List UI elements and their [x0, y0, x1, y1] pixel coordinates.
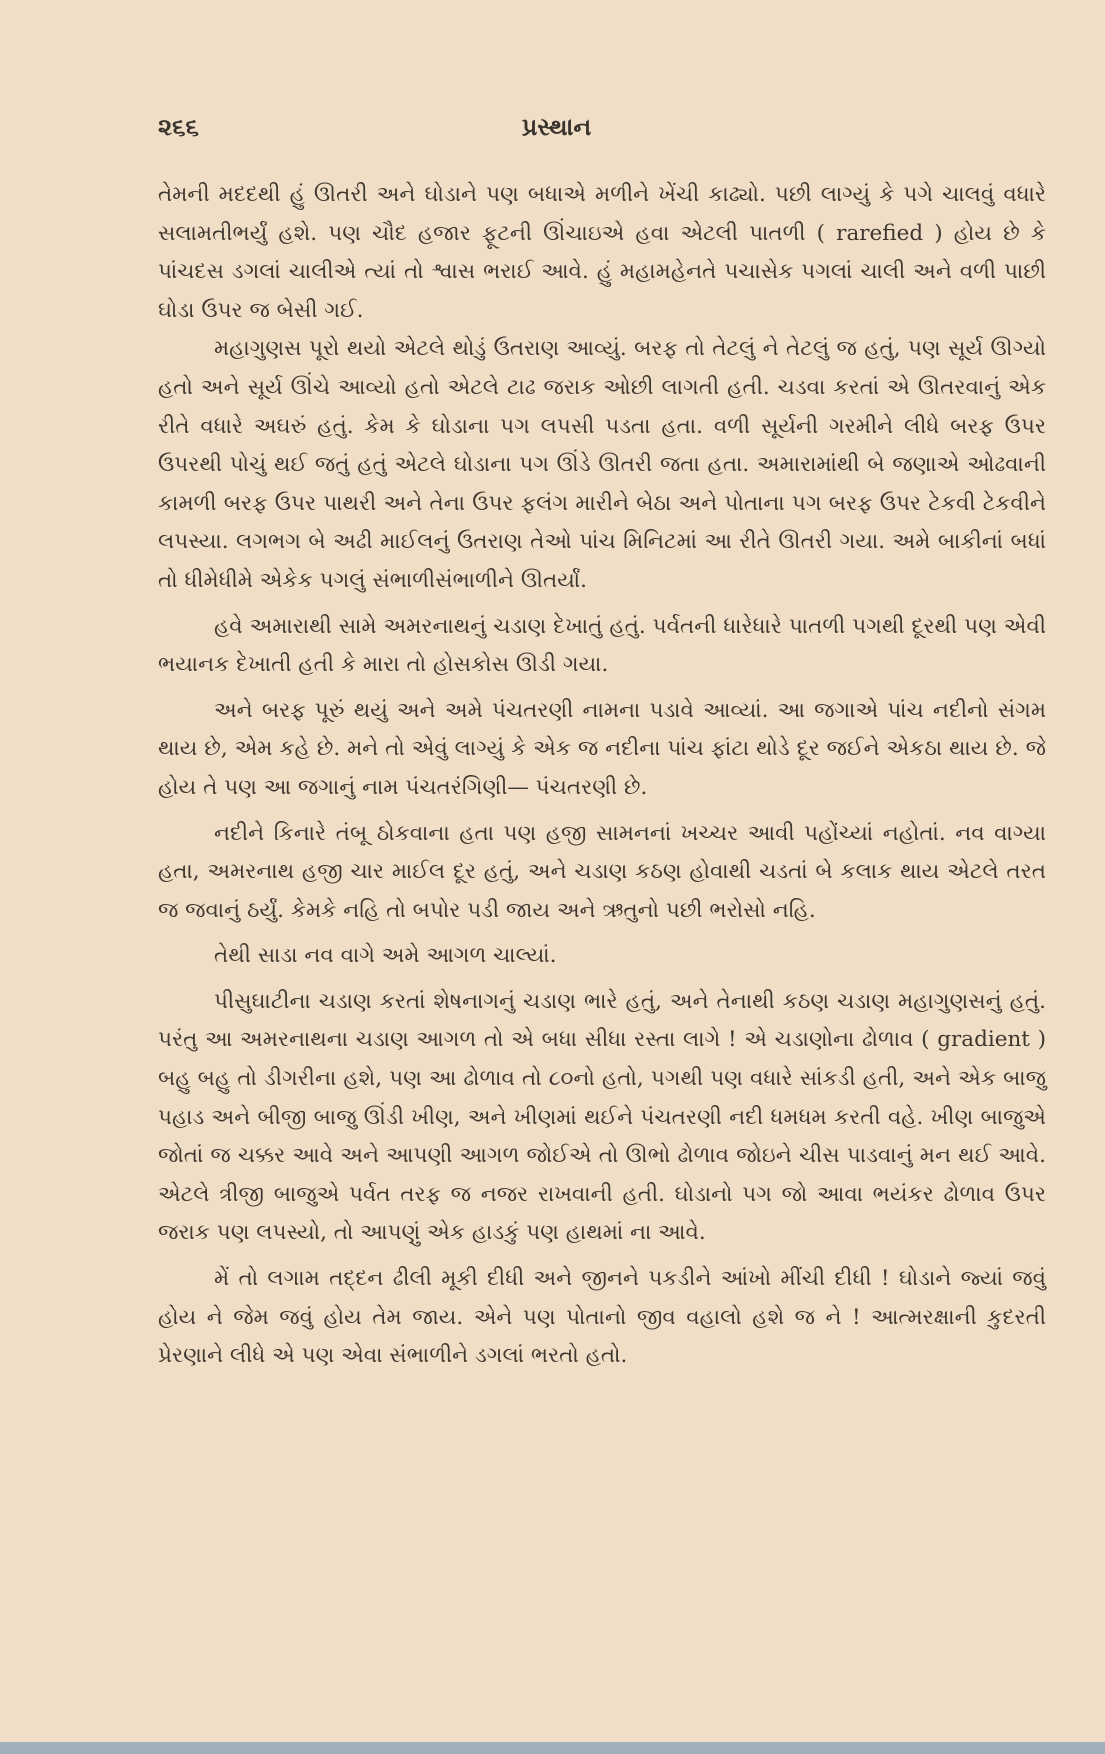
running-title: પ્રસ્થાન [521, 112, 592, 141]
paragraph-2: મહાગુણસ પૂરો થયો એટલે થોડું ઉતરાણ આવ્યું. બરફ તો તેટલું ને તેટલું જ હતું, પણ સૂર્ય ઊગ્યો હતો અને સૂર્ય ઊંચે આવ્યો હતો એટલે ટાઢ જરાક ઓછી લાગતી હતી. ચડવા કરતાં એ ઊતરવાનું એક રીતે વધારે અઘરું હતું. કેમ કે ઘોડાના પગ લપસી પડતા હતા. વળી સૂર્યની ગરમીને લીધે બરફ ઉપર ઉપરથી પોચું થઈ જતું હતું એટલે ઘોડાના પગ ઊંડે ઊતરી જતા હતા. અમારામાંથી બે જણાએ ઓઢવાની કામળી બરફ ઉપર પાથરી અને તેના ઉપર ફલંગ મારીને બેઠા અને પોતાના પગ બરફ ઉપર ટેકવી ટેકવીને લપસ્યા. લગભગ બે અઢી માઈલનું ઉતરાણ તેઓ પાંચ મિનિટમાં આ રીતે ઊતરી ગયા. અમે બાકીનાં બધાં તો ધીમેધીમે એકેક પગલું સંભાળીસંભાળીને ઊતર્યાં. [158, 336, 1046, 593]
page-bottom-edge [0, 1742, 1105, 1754]
page-header [158, 112, 955, 152]
paragraph-4: અને બરફ પૂરું થયું અને અમે પંચતરણી નામના પડાવે આવ્યાં. આ જગાએ પાંચ નદીનો સંગમ થાય છે, એમ કહે છે. મને તો એવું લાગ્યું કે એક જ નદીના પાંચ ફાંટા થોડે દૂર જઈને એકઠા થાય છે. જે હોય તે પણ આ જગાનું નામ પંચતરંગિણી— પંચતરણી છે. [158, 697, 1046, 800]
paragraph-5: નદીને કિનારે તંબૂ ઠોકવાના હતા પણ હજી સામનનાં ખચ્ચર આવી પહોંચ્યાં નહોતાં. નવ વાગ્યા હતા, અમરનાથ હજી ચાર માઈલ દૂર હતું, અને ચડાણ કઠણ હોવાથી ચડતાં બે કલાક થાય એટલે તરત જ જવાનું ઠર્યું. કેમકે નહિ તો બપોર પડી જાય અને ઋતુનો પછી ભરોસો નહિ. [158, 820, 1046, 923]
paragraph-3: હવે અમારાથી સામે અમરનાથનું ચડાણ દેખાતું હતું. પર્વતની ધારેધારે પાતળી પગથી દૂરથી પણ એવી ભયાનક દેખાતી હતી કે મારા તો હોસકોસ ઊડી ગયા. [158, 613, 1046, 678]
page-number: ૨૬૬ [158, 112, 199, 141]
paragraph-8: મેં તો લગામ તદ્દન ઢીલી મૂકી દીધી અને જીનને પકડીને આંખો મીંચી દીધી ! ઘોડાને જ્યાં જવું હોય ને જેમ જવું હોય તેમ જાય. એને પણ પોતાનો જીવ વહાલો હશે જ ને ! આત્મરક્ષાની કુદરતી પ્રેરણાને લીધે એ પણ એવા સંભાળીને ડગલાં ભરતો હતો. [158, 1266, 1046, 1369]
paragraph-7: પીસુઘાટીના ચડાણ કરતાં શેષનાગનું ચડાણ ભારે હતું, અને તેનાથી કઠણ ચડાણ મહાગુણસનું હતું. પરંતુ આ અમરનાથના ચડાણ આગળ તો એ બધા સીધા રસ્તા લાગે ! એ ચડાણોના ઢોળાવ ( gradient ) બહુ બહુ તો ડીગરીના હશે, પણ આ ઢોળાવ તો ૮૦નો હતો, પગથી પણ વધારે સાંકડી હતી, અને એક બાજુ પહાડ અને બીજી બાજુ ઊંડી ખીણ, અને ખીણમાં થઈને પંચતરણી નદી ધમધમ કરતી વહે. ખીણ બાજુએ જોતાં જ ચક્કર આવે અને આપણી આગળ જોઈએ તો ઊભો ઢોળાવ જોઇને ચીસ પાડવાનું મન થઈ આવે. એટલે ત્રીજી બાજુએ પર્વત તરફ જ નજર રાખવાની હતી. ઘોડાનો પગ જો આવા ભયંકર ઢોળાવ ઉપર જરાક પણ લપસ્યો, તો આપણું એક હાડકું પણ હાથમાં ના આવે. [158, 988, 1046, 1246]
body-text [158, 176, 1046, 1376]
paragraph-6: તેથી સાડા નવ વાગે અમે આગળ ચાલ્યાં. [214, 943, 557, 969]
paragraph-1: તેમની મદદથી હું ઊતરી અને ઘોડાને પણ બધાએ મળીને ખેંચી કાઢ્યો. પછી લાગ્યું કે પગે ચાલવું વધારે સલામતીભર્યું હશે. પણ ચૌદ હજાર ફૂટની ઊંચાઇએ હવા એટલી પાતળી ( rarefied ) હોય છે કે પાંચદસ ડગલાં ચાલીએ ત્યાં તો શ્વાસ ભરાઈ આવે. હું મહામહેનતે પચાસેક પગલાં ચાલી અને વળી પાછી ઘોડા ઉપર જ બેસી ગઈ. [158, 182, 1046, 323]
